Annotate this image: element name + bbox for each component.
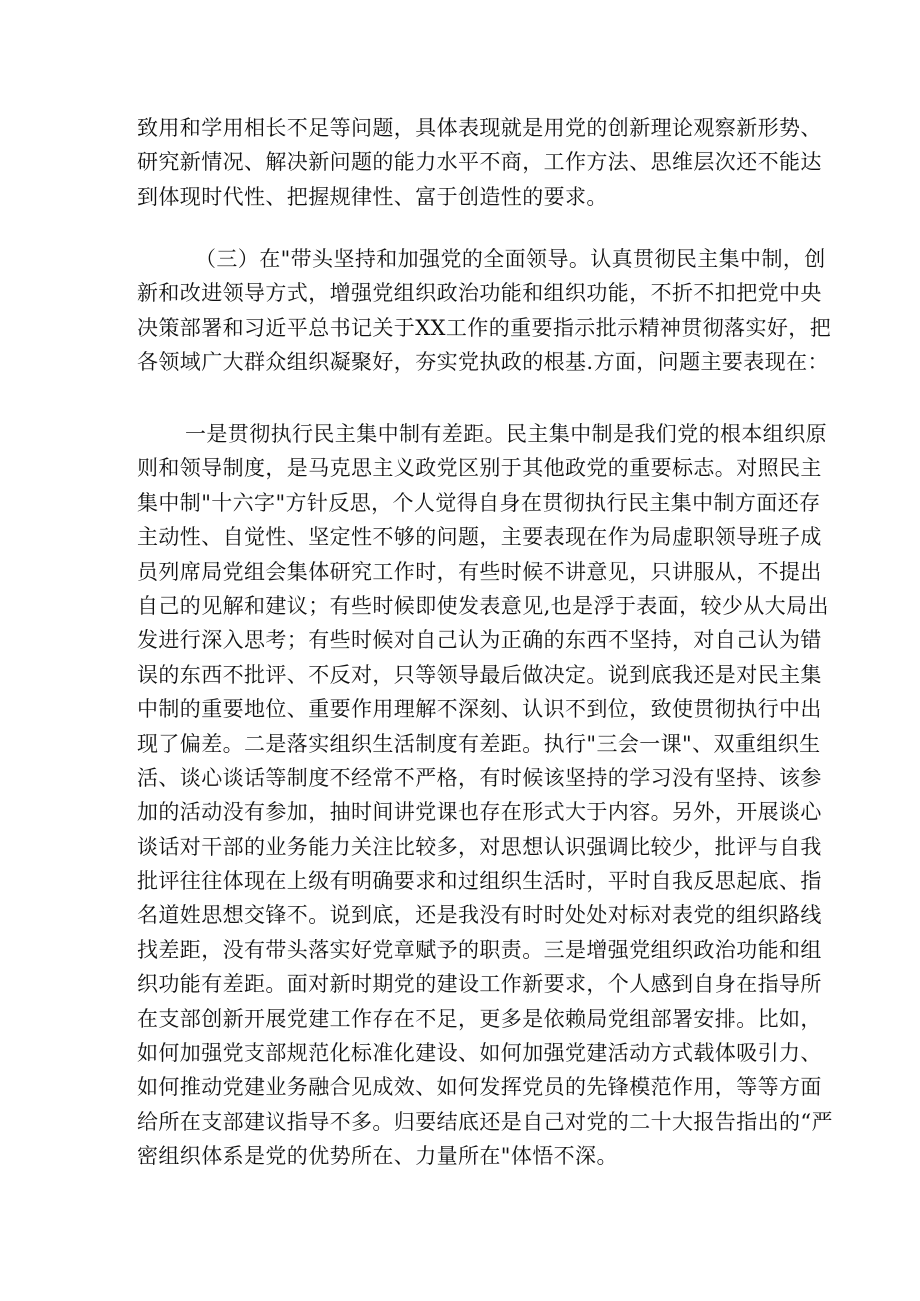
text-line: 活、谈心谈话等制度不经常不严格，有时候该坚持的学习没有坚持、该参 bbox=[137, 765, 822, 790]
text-line: 密组织体系是党的优势所在、力量所在"体悟不深。 bbox=[137, 1144, 618, 1169]
text-line: 新和改进领导方式，增强党组织政治功能和组织功能，不折不扣把党中央 bbox=[137, 281, 822, 306]
text-line: 加的活动没有参加，抽时间讲党课也存在形式大于内容。另外，开展谈心 bbox=[137, 800, 822, 825]
text-line: 给所在支部建议指导不多。归要结底还是自己对党的二十大报告指出的“严 bbox=[137, 1109, 833, 1134]
text-line: 如何推动党建业务融合见成效、如何发挥党员的先锋模范作用，等等方面 bbox=[137, 1075, 822, 1100]
text-line: 集中制"十六字"方针反思，个人觉得自身在贯彻执行民主集中制方面还存 bbox=[137, 490, 821, 515]
text-line: 致用和学用相长不足等问题，具体表现就是用党的创新理论观察新形势、 bbox=[137, 116, 822, 140]
text-line: 一是贯彻执行民主集中制有差距。民主集中制是我们党的根本组织原 bbox=[185, 422, 827, 446]
text-line: 各领域广大群众组织凝聚好，夯实党执政的根基.方面，问题主要表现在： bbox=[137, 350, 829, 375]
text-line: 名道姓思想交锋不。说到底，还是我没有时时处处对标对表党的组织路线 bbox=[137, 903, 822, 928]
paragraph-1 bbox=[137, 111, 822, 214]
text-line: 研究新情况、解决新问题的能力水平不商，工作方法、思维层次还不能达 bbox=[137, 150, 822, 175]
text-line: 中制的重要地位、重要作用理解不深刻、认识不到位，致使贯彻执行中出 bbox=[137, 697, 822, 722]
text-line: 决策部署和习近平总书记关于XX工作的重要指示批示精神贯彻落实好，把 bbox=[137, 315, 832, 340]
paragraph-2 bbox=[137, 242, 832, 380]
text-line: 到体现时代性、把握规律性、富于创造性的要求。 bbox=[137, 184, 608, 209]
text-line: 主动性、自觉性、坚定性不够的问题，主要表现在作为局虚职领导班子成 bbox=[137, 525, 822, 550]
text-line: 自己的见解和建议；有些时候即使发表意见,也是浮于表面，较少从大局出 bbox=[137, 593, 829, 618]
text-line: 现了偏差。二是落实组织生活制度有差距。执行"三会一课"、双重组织生 bbox=[137, 731, 821, 756]
text-line: 如何加强党支部规范化标准化建设、如何加强党建活动方式载体吸引力、 bbox=[137, 1041, 822, 1066]
text-line: 在支部创新开展党建工作存在不足，更多是依赖局党组部署安排。比如， bbox=[137, 1006, 822, 1031]
text-line: 谈话对干部的业务能力关注比较多，对思想认识强调比较少，批评与自我 bbox=[137, 834, 822, 859]
text-line: 误的东西不批评、不反对，只等领导最后做决定。说到底我还是对民主集 bbox=[137, 662, 822, 687]
text-line: 发进行深入思考；有些时候对自己认为正确的东西不坚持，对自己认为错 bbox=[137, 628, 822, 653]
text-line: 员列席局党组会集体研究工作时，有些时候不讲意见，只讲服从，不提出 bbox=[137, 559, 822, 584]
text-line: 找差距，没有带头落实好党章赋予的职责。三是增强党组织政治功能和组 bbox=[137, 937, 822, 962]
paragraph-3 bbox=[137, 417, 833, 1174]
text-line: 织功能有差距。面对新时期党的建设工作新要求，个人感到自身在指导所 bbox=[137, 972, 822, 997]
text-line: （三）在"带头坚持和加强党的全面领导。认真贯彻民主集中制，创 bbox=[195, 247, 826, 271]
text-line: 则和领导制度，是马克思主义政党区别于其他政党的重要标志。对照民主 bbox=[137, 456, 822, 481]
text-line: 批评往往体现在上级有明确要求和过组织生活时，平时自我反思起底、指 bbox=[137, 869, 822, 894]
